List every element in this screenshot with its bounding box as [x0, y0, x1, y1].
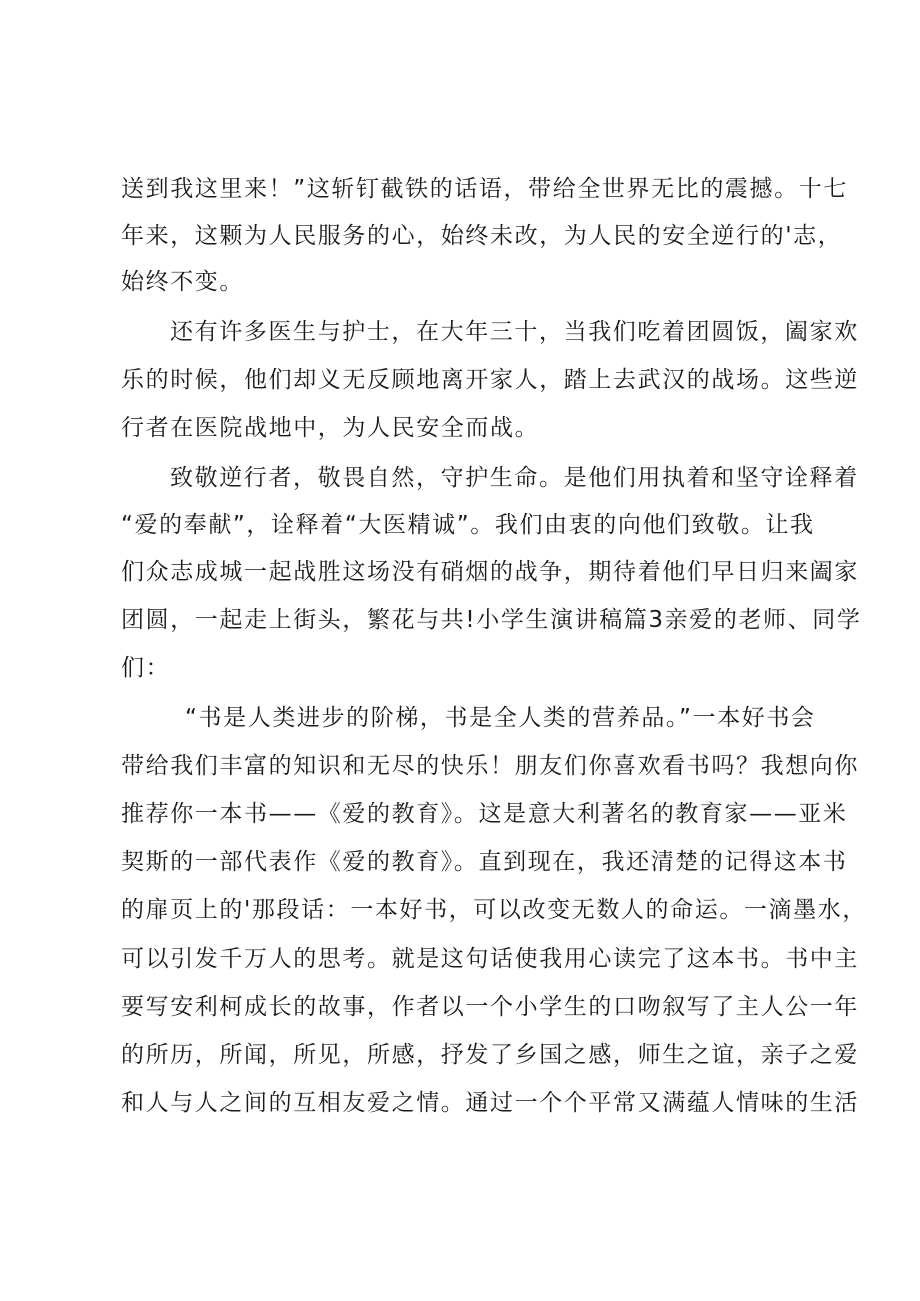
text-line: 们：: [121, 655, 171, 681]
text-line: 的扉页上的'那段话：一本好书，可以改变无数人的命运。一滴墨水，: [121, 897, 867, 923]
text-line: 始终不变。: [121, 269, 244, 295]
text-line: 还有许多医生与护士，在大年三十，当我们吃着团圆饭，阖家欢: [170, 319, 859, 345]
text-line: 契斯的一部代表作《爱的教育》。直到现在，我还清楚的记得这本书: [121, 849, 848, 875]
text-line: 年来，这颗为人民服务的心，始终未改，为人民的安全逆行的'志，: [121, 223, 843, 249]
text-line: 要写安利柯成长的故事，作者以一个小学生的口吻叙写了主人公一年: [121, 994, 859, 1020]
text-line: “书是人类进步的阶梯，书是全人类的营养品。”一本好书会: [185, 705, 816, 731]
text-line: 乐的时候，他们却义无反顾地离开家人，踏上去武汉的战场。这些逆: [121, 367, 859, 393]
text-line: 行者在医院战地中，为人民安全而战。: [121, 415, 540, 441]
text-line: 带给我们丰富的知识和无尽的快乐！朋友们你喜欢看书吗？我想向你: [121, 753, 859, 779]
text-line: 的所历，所闻，所见，所感，抒发了乡国之感，师生之谊，亲子之爱: [121, 1042, 859, 1068]
text-line: 们众志成城一起战胜这场没有硝烟的战争，期待着他们早日归来阖家: [121, 559, 859, 585]
text-line: 送到我这里来！”这斩钉截铁的话语，带给全世界无比的震撼。十七: [121, 176, 848, 202]
text-line: 致敬逆行者，敬畏自然，守护生命。是他们用执着和坚守诠释着: [170, 465, 859, 491]
text-line: “爱的奉献”，诠释着“大医精诚”。我们由衷的向他们致敬。让我: [121, 512, 815, 538]
text-line: 团圆，一起走上街头，繁花与共!小学生演讲稿篇3亲爱的老师、同学: [121, 607, 862, 633]
text-line: 可以引发千万人的思考。就是这句话使我用心读完了这本书。书中主: [121, 946, 859, 972]
text-line: 和人与人之间的互相友爱之情。通过一个个平常又满蕴人情味的生活: [121, 1090, 859, 1116]
text-line: 推荐你一本书——《爱的教育》。这是意大利著名的教育家——亚米: [121, 801, 848, 827]
